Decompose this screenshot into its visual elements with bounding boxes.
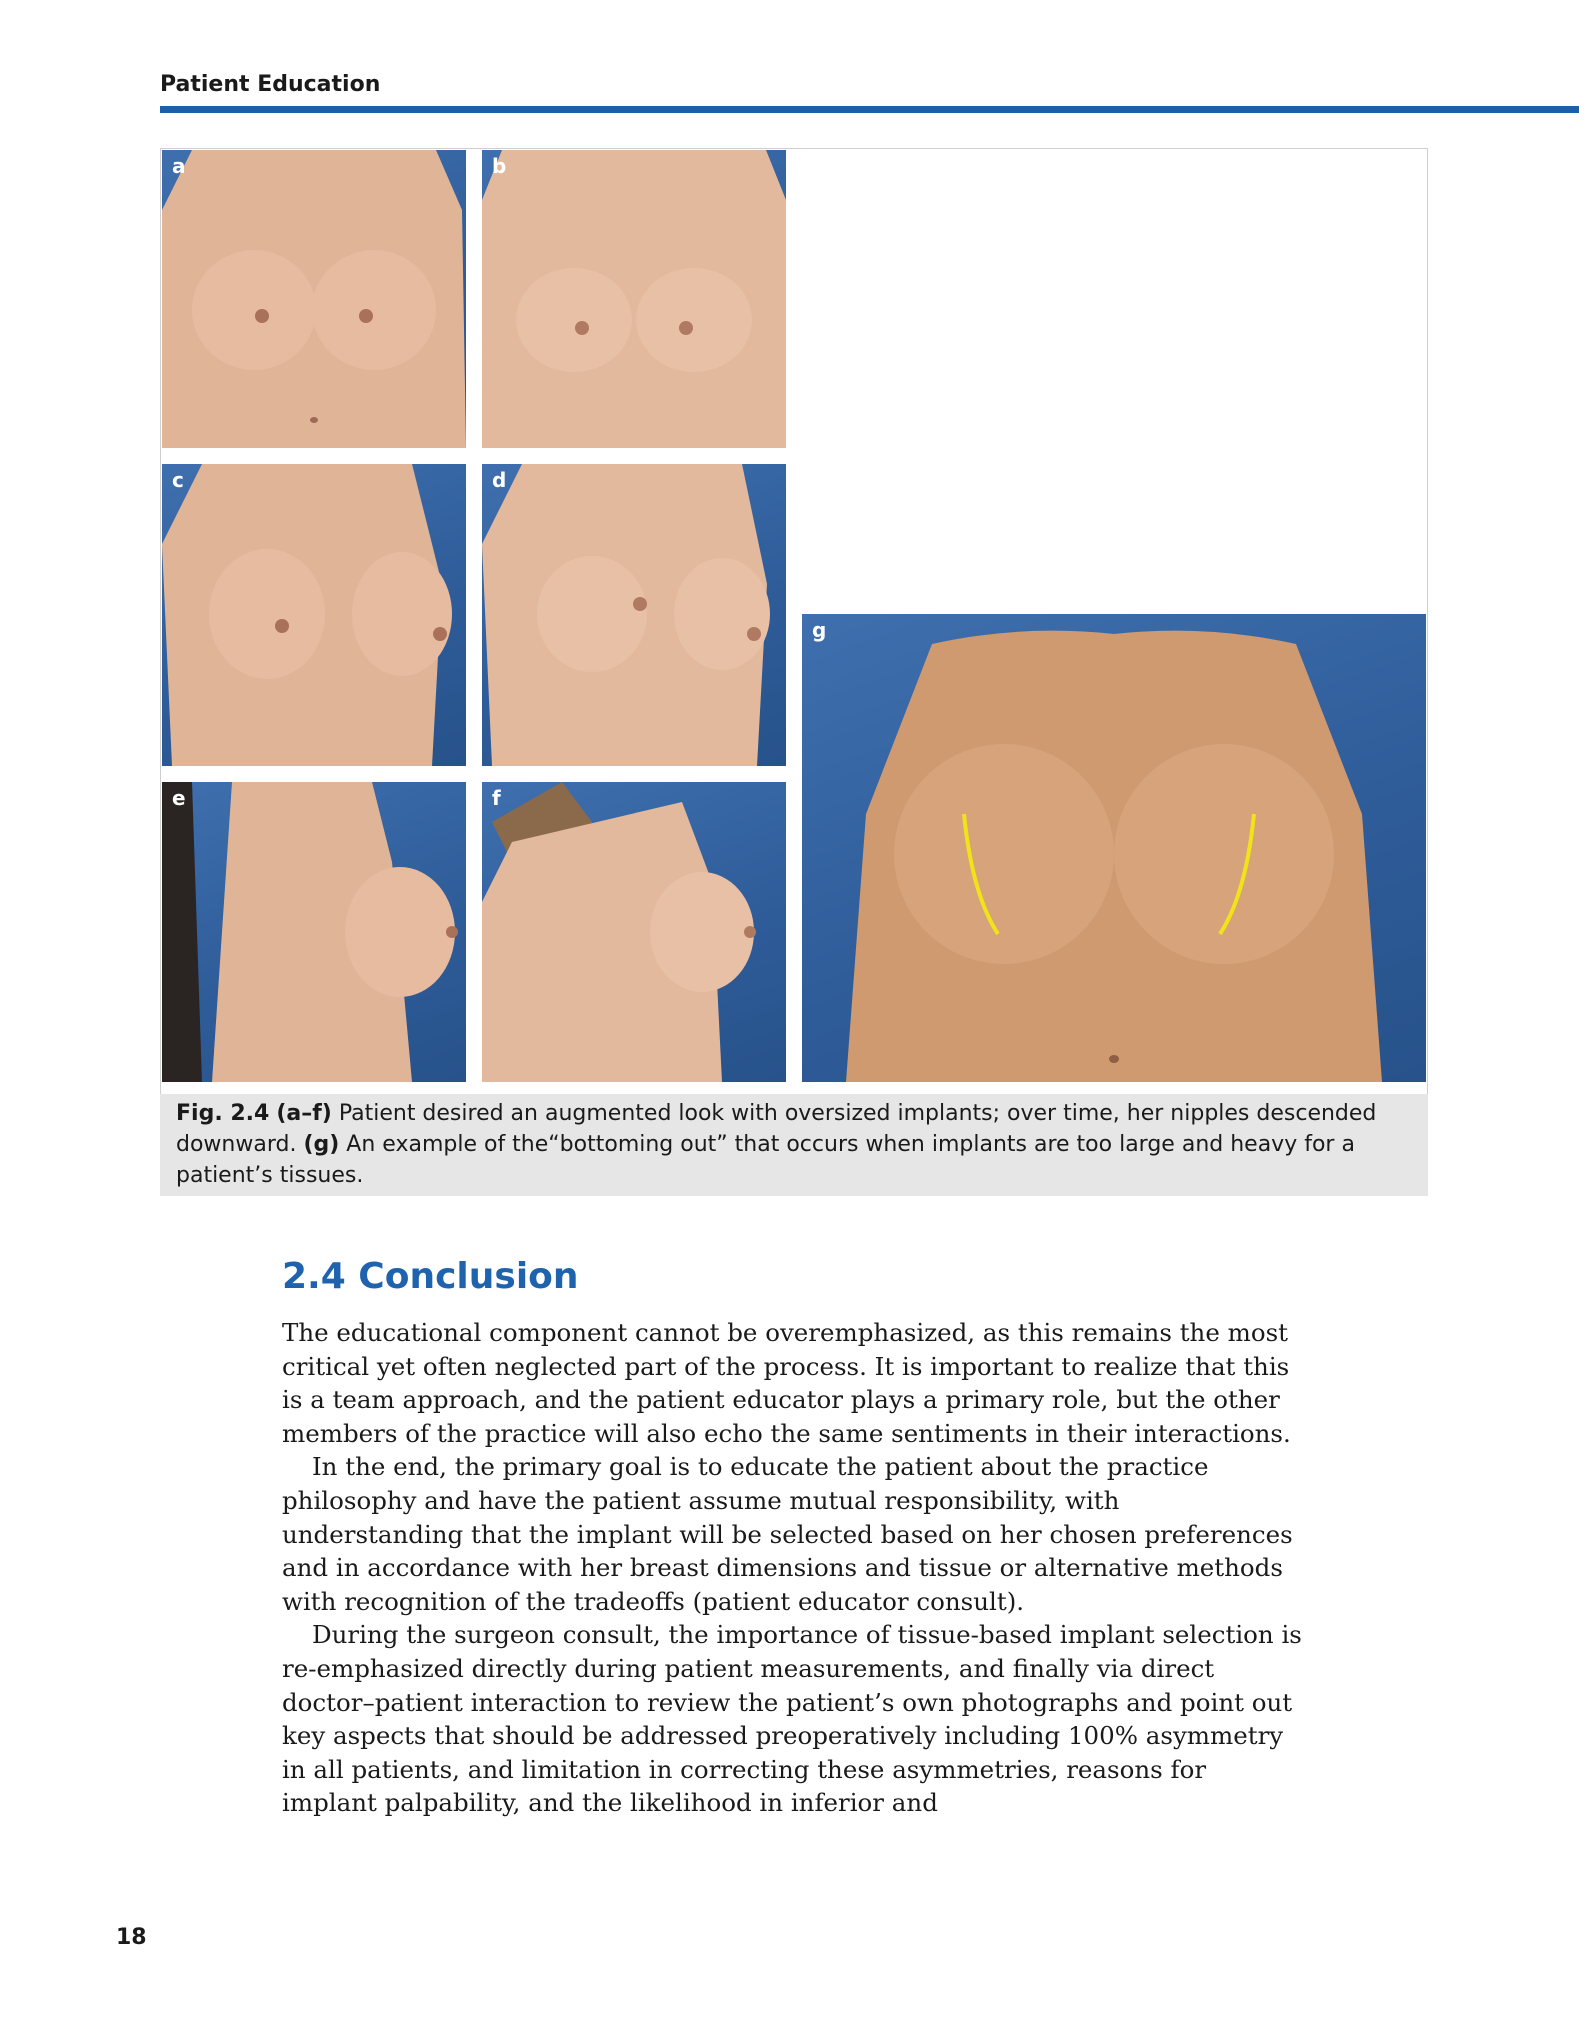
running-head: Patient Education	[160, 72, 381, 97]
caption-text	[176, 1098, 1412, 1191]
figure-panel-b	[482, 150, 786, 448]
oblique-torso-photo	[162, 464, 466, 766]
lateral-torso-photo	[162, 782, 466, 1082]
caption-text-g: An example of the“bottoming out” that occurs when implants are too large and heavy for a patient’s tissues.	[176, 1132, 1355, 1188]
panel-label-f: f	[492, 786, 501, 810]
section-body	[282, 1316, 1302, 1820]
oblique-torso-photo	[482, 464, 786, 766]
caption-label-a-f: (a–f)	[276, 1101, 332, 1126]
panel-label-e: e	[172, 786, 186, 810]
frontal-torso-with-markings-photo	[802, 614, 1426, 1082]
lateral-torso-photo	[482, 782, 786, 1082]
caption-fig-number: Fig. 2.4	[176, 1101, 270, 1126]
panel-label-b: b	[492, 154, 507, 178]
panel-label-d: d	[492, 468, 507, 492]
figure-panel-d	[482, 464, 786, 766]
paragraph: During the surgeon consult, the importance of tissue-based implant selection is re-emphasized directly during patient measurements, and finally via direct doctor–patient interaction to review the patient’s own photographs and point out key aspects that should be addressed preoperatively including 100% asymmetry in all patients, and limitation in correcting these asymmetries, reasons for implant palpability, and the likelihood in inferior and	[282, 1620, 1302, 1818]
paragraph: In the end, the primary goal is to educate the patient about the practice philosophy and have the patient assume mutual responsibility, with understanding that the implant will be selected based on her chosen preferences and in accordance with her breast dimensions and tissue or alternative methods with recognition of the tradeoffs (patient educator consult).	[282, 1452, 1293, 1616]
section-heading: 2.4 Conclusion	[282, 1256, 579, 1297]
header-rule	[160, 106, 1579, 113]
panel-label-c: c	[172, 468, 184, 492]
figure-panel-e	[162, 782, 466, 1082]
figure-panel-c	[162, 464, 466, 766]
paragraph: The educational component cannot be overemphasized, as this remains the most critical yet often neglected part of the process. It is important to realize that this is a team approach, and the patient educator plays a primary role, but the other members of the practice will also echo the same sentiments in their interactions.	[282, 1318, 1291, 1448]
frontal-torso-photo	[162, 150, 466, 448]
figure-caption	[160, 1094, 1428, 1196]
figure-panel-a	[162, 150, 466, 448]
caption-label-g: (g)	[303, 1132, 340, 1157]
figure-panel-g	[802, 614, 1426, 1082]
panel-label-g: g	[812, 618, 827, 642]
page-number: 18	[116, 1925, 147, 1950]
figure-panel-f	[482, 782, 786, 1082]
caption-text-a-f: Patient desired an augmented look with oversized implants; over time, her nipples descended downward.	[176, 1101, 1377, 1157]
panel-label-a: a	[172, 154, 186, 178]
frontal-torso-photo	[482, 150, 786, 448]
